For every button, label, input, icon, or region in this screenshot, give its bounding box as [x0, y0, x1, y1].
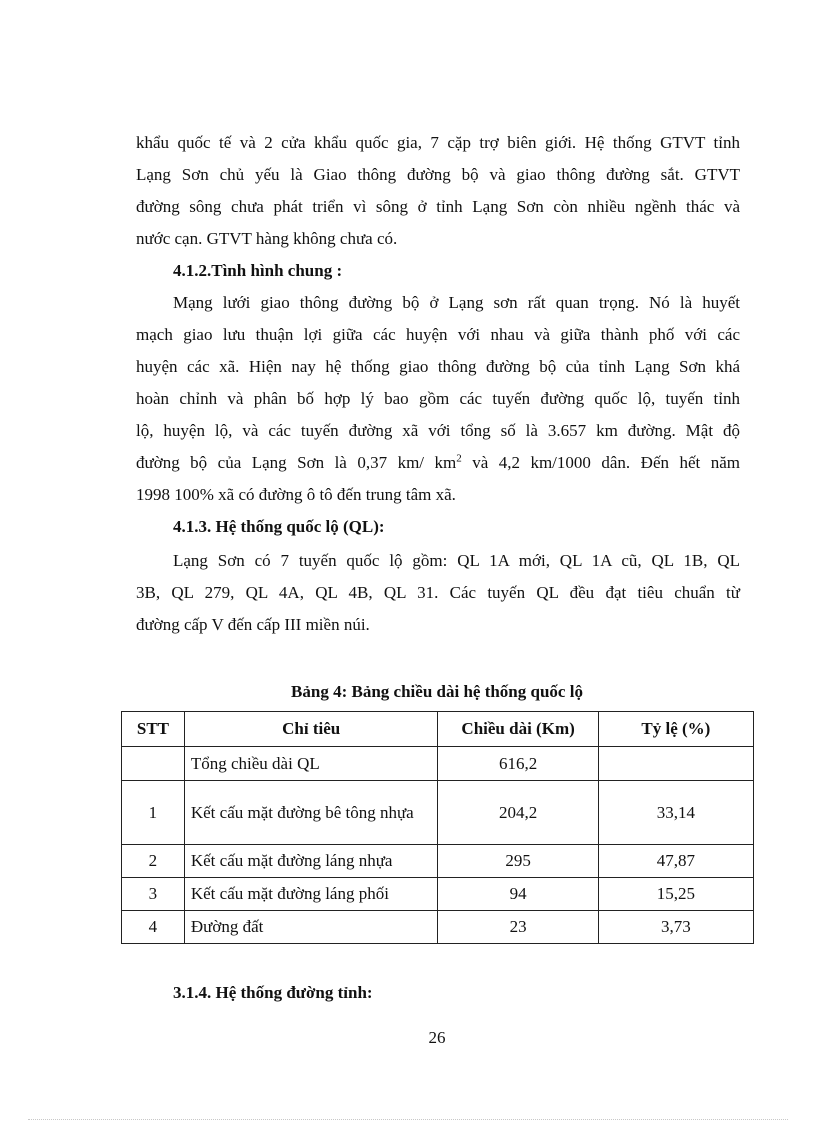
para-412-line-1: Mạng lưới giao thông đường bộ ở Lạng sơn rất quan trọng. Nó là huyết — [173, 293, 740, 312]
para-412-line-3: huyện các xã. Hiện nay hệ thống giao thông đường bộ của tỉnh Lạng Sơn khá — [136, 357, 740, 376]
para-412-line-2: mạch giao lưu thuận lợi giữa các huyện với nhau và giữa thành phố với các — [136, 325, 740, 344]
para-412-line-5: lộ, huyện lộ, và các tuyến đường xã với tổng số là 3.657 km đường. Mật độ — [136, 421, 740, 440]
cell-percent: 33,14 — [598, 781, 753, 845]
header-indicator: Chỉ tiêu — [184, 712, 438, 747]
cell-indicator: Kết cấu mặt đường bê tông nhựa — [184, 781, 438, 845]
para-412-line-6 — [136, 447, 740, 479]
table-row — [122, 878, 754, 911]
table-header-row — [122, 712, 754, 747]
header-length: Chiều dài (Km) — [438, 712, 598, 747]
cell-stt: 2 — [122, 845, 185, 878]
para-413-line-2: 3B, QL 279, QL 4A, QL 4B, QL 31. Các tuyến QL đều đạt tiêu chuẩn từ — [136, 583, 740, 602]
cell-indicator: Kết cấu mặt đường láng nhựa — [184, 845, 438, 878]
density-superscript: 2 — [456, 452, 462, 465]
section-heading-412: 4.1.2.Tình hình chung : — [173, 261, 343, 280]
cell-length: 204,2 — [438, 781, 598, 845]
cell-percent — [598, 747, 753, 781]
cell-length: 23 — [438, 911, 598, 944]
page-number: 26 — [428, 1028, 446, 1047]
intro-line-2: Lạng Sơn chủ yếu là Giao thông đường bộ và giao thông đường sắt. GTVT — [136, 165, 740, 184]
highway-length-table — [121, 711, 754, 944]
cell-length: 295 — [438, 845, 598, 878]
table-row — [122, 781, 754, 845]
table-row — [122, 747, 754, 781]
intro-line-3: đường sông chưa phát triển vì sông ở tỉnh Lạng Sơn còn nhiều ngềnh thác và — [136, 197, 740, 216]
header-stt: STT — [122, 712, 185, 747]
section-heading-413: 4.1.3. Hệ thống quốc lộ (QL): — [173, 517, 385, 536]
density-text-post: và 4,2 km/1000 dân. Đến hết năm — [461, 453, 740, 472]
table-caption: Bảng 4: Bảng chiều dài hệ thống quốc lộ — [291, 682, 583, 701]
cell-indicator: Đường đất — [184, 911, 438, 944]
header-percent: Tỷ lệ (%) — [598, 712, 753, 747]
cell-percent: 15,25 — [598, 878, 753, 911]
table-row — [122, 845, 754, 878]
page-bottom-divider — [28, 1119, 788, 1120]
cell-percent: 47,87 — [598, 845, 753, 878]
cell-percent: 3,73 — [598, 911, 753, 944]
para-412-line-4: hoàn chỉnh và phân bố hợp lý bao gồm các tuyến đường quốc lộ, tuyến tỉnh — [136, 389, 740, 408]
density-text-pre: đường bộ của Lạng Sơn là 0,37 km/ km — [136, 453, 457, 472]
cell-indicator: Tổng chiều dài QL — [184, 747, 438, 781]
cell-stt — [122, 747, 185, 781]
cell-length: 94 — [438, 878, 598, 911]
cell-stt: 1 — [122, 781, 185, 845]
cell-length: 616,2 — [438, 747, 598, 781]
cell-stt: 4 — [122, 911, 185, 944]
intro-line-1: khẩu quốc tế và 2 cửa khẩu quốc gia, 7 cặp trợ biên giới. Hệ thống GTVT tỉnh — [136, 133, 740, 152]
cell-stt: 3 — [122, 878, 185, 911]
para-412-line-7: 1998 100% xã có đường ô tô đến trung tâm xã. — [136, 485, 456, 504]
para-413-line-1: Lạng Sơn có 7 tuyến quốc lộ gồm: QL 1A mới, QL 1A cũ, QL 1B, QL — [173, 551, 740, 570]
intro-line-4: nước cạn. GTVT hàng không chưa có. — [136, 229, 398, 248]
section-heading-314: 3.1.4. Hệ thống đường tỉnh: — [173, 983, 373, 1002]
table-row — [122, 911, 754, 944]
cell-indicator: Kết cấu mặt đường láng phối — [184, 878, 438, 911]
para-413-line-3: đường cấp V đến cấp III miền núi. — [136, 615, 370, 634]
